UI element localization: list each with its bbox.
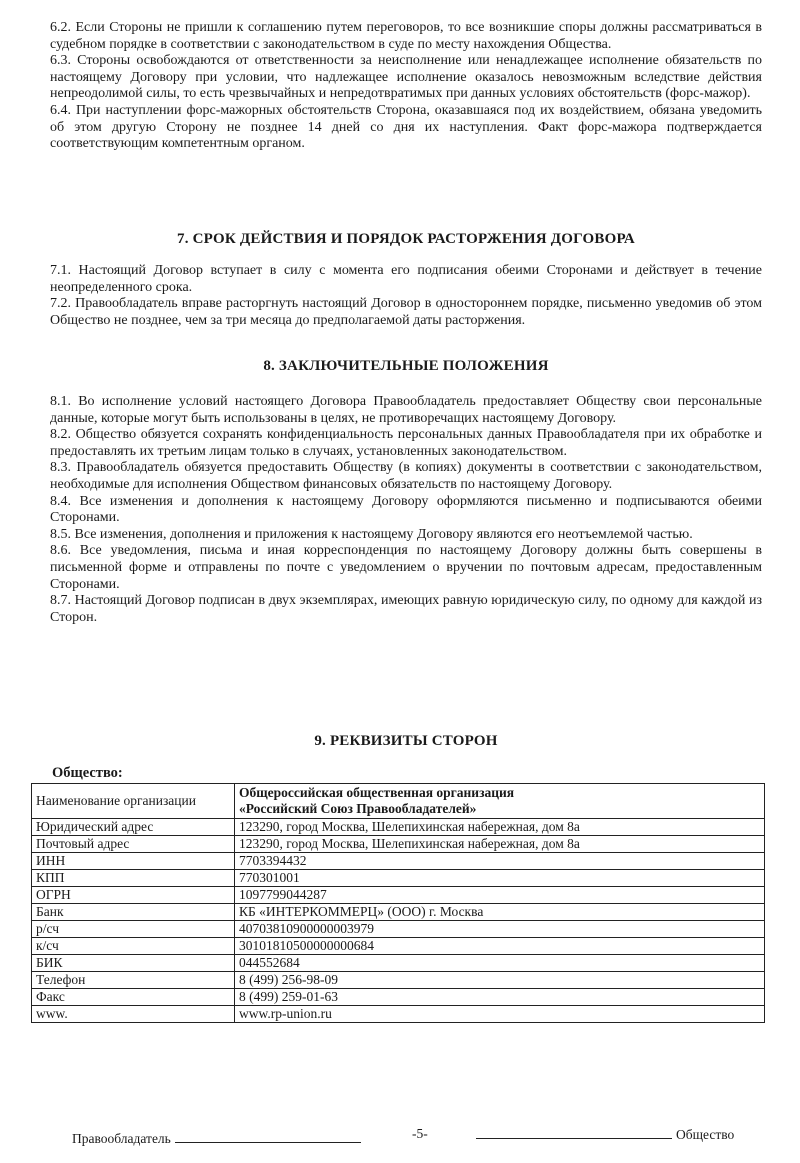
footer-left xyxy=(72,1130,361,1147)
requisite-value: 123290, город Москва, Шелепихинская набережная, дом 8а xyxy=(235,836,765,853)
requisite-label: БИК xyxy=(32,955,235,972)
requisite-label: КПП xyxy=(32,870,235,887)
requisite-label: www. xyxy=(32,1006,235,1023)
right-holder-signature-label: Правообладатель xyxy=(72,1131,171,1146)
requisite-label: Почтовый адрес xyxy=(32,836,235,853)
table-row xyxy=(32,921,765,938)
requisite-label: Телефон xyxy=(32,972,235,989)
requisite-value: 8 (499) 256-98-09 xyxy=(235,972,765,989)
clause-6-3: 6.3. Стороны освобождаются от ответственности за неисполнение или ненадлежащее исполнение обязательств по настоящему Договору при условии, что надлежащее исполнение оказалось невозможным вследствие действия непреодолимой силы, то есть чрезвычайных и непредотвратимых при данных условиях обстоятельств (форс-мажор). xyxy=(50,53,762,102)
org-name-label: Наименование организации xyxy=(32,784,235,819)
org-name-line-1: Общероссийская общественная организация xyxy=(239,785,515,800)
table-row xyxy=(32,836,765,853)
requisite-value: 123290, город Москва, Шелепихинская набережная, дом 8а xyxy=(235,819,765,836)
requisite-label: Факс xyxy=(32,989,235,1006)
requisite-label: Банк xyxy=(32,904,235,921)
clause-8-4: 8.4. Все изменения и дополнения к настоящему Договору оформляются письменно и подписываются обеими Сторонами. xyxy=(50,493,762,526)
table-row xyxy=(32,887,765,904)
clause-8-1: 8.1. Во исполнение условий настоящего Договора Правообладатель предоставляет Обществу свои персональные данные, которые могут быть использованы в целях, не противоречащих настоящему Договору. xyxy=(50,394,762,426)
section-7-clauses xyxy=(50,263,762,329)
requisite-value: 30101810500000000684 xyxy=(235,938,765,955)
requisite-value: 044552684 xyxy=(235,955,765,972)
table-row xyxy=(32,784,765,819)
requisite-value: 40703810900000003979 xyxy=(235,921,765,938)
clause-7-2: 7.2. Правообладатель вправе расторгнуть настоящий Договор в одностороннем порядке, письменно уведомив об этом Общество не позднее, чем за три месяца до предполагаемой даты расторжения. xyxy=(50,296,762,328)
table-row xyxy=(32,955,765,972)
clause-8-6: 8.6. Все уведомления, письма и иная корреспонденция по настоящему Договору должны быть совершены в письменной форме и отправлены по почте с уведомлением о вручении по почтовым адресам, предоставленным Сторонами. xyxy=(50,543,762,592)
clause-7-1: 7.1. Настоящий Договор вступает в силу с момента его подписания обеими Сторонами и действует в течение неопределенного срока. xyxy=(50,263,762,295)
requisite-value: 770301001 xyxy=(235,870,765,887)
requisite-value: 1097799044287 xyxy=(235,887,765,904)
table-row xyxy=(32,904,765,921)
table-row xyxy=(32,1006,765,1023)
page-footer xyxy=(0,1126,800,1154)
signature-line-right xyxy=(476,1126,672,1139)
clause-6-2: 6.2. Если Стороны не пришли к соглашению путем переговоров, то все возникшие споры должны рассматриваться в судебном порядке в соответствии с законодательством в суде по месту нахождения Общества. xyxy=(50,20,762,52)
table-row xyxy=(32,819,765,836)
table-row xyxy=(32,989,765,1006)
section-7-heading: 7. СРОК ДЕЙСТВИЯ И ПОРЯДОК РАСТОРЖЕНИЯ ДОГОВОРА xyxy=(177,231,635,247)
section-9-heading: 9. РЕКВИЗИТЫ СТОРОН xyxy=(314,733,498,749)
company-signature-label: Общество xyxy=(676,1127,735,1142)
section-8-heading: 8. ЗАКЛЮЧИТЕЛЬНЫЕ ПОЛОЖЕНИЯ xyxy=(263,358,549,374)
clause-6-4: 6.4. При наступлении форс-мажорных обстоятельств Сторона, оказавшаяся под их воздействием, обязана уведомить об этом другую Сторону не позднее 14 дней со дня их наступления. Факт форс-мажора подтверждается соответствующим компетентным органом. xyxy=(50,102,762,152)
org-name-value xyxy=(235,784,765,819)
requisite-value: 8 (499) 259-01-63 xyxy=(235,989,765,1006)
section-6-clauses xyxy=(50,20,762,153)
requisite-label: Юридический адрес xyxy=(32,819,235,836)
signature-line-left xyxy=(175,1130,361,1143)
page-number: -5- xyxy=(412,1126,428,1141)
requisite-label: р/сч xyxy=(32,921,235,938)
requisite-label: ИНН xyxy=(32,853,235,870)
table-row xyxy=(32,938,765,955)
requisites-table xyxy=(31,783,765,1023)
clause-8-7: 8.7. Настоящий Договор подписан в двух экземплярах, имеющих равную юридическую силу, по одному для каждой из Сторон. xyxy=(50,593,762,625)
requisite-value: www.rp-union.ru xyxy=(235,1006,765,1023)
table-row xyxy=(32,870,765,887)
clause-8-3: 8.3. Правообладатель обязуется предоставить Обществу (в копиях) документы в соответствии с законодательством, необходимые для исполнения Обществом финансовых обязательств по настоящему Договору. xyxy=(50,460,762,492)
table-row xyxy=(32,972,765,989)
clause-8-5: 8.5. Все изменения, дополнения и приложения к настоящему Договору являются его неотъемлемой частью. xyxy=(50,526,693,542)
footer-right xyxy=(476,1126,734,1143)
section-8-clauses xyxy=(50,394,762,626)
requisite-value: 7703394432 xyxy=(235,853,765,870)
party-label: Общество: xyxy=(52,765,123,781)
requisite-value: КБ «ИНТЕРКОММЕРЦ» (ООО) г. Москва xyxy=(235,904,765,921)
requisite-label: к/сч xyxy=(32,938,235,955)
requisite-label: ОГРН xyxy=(32,887,235,904)
clause-8-2: 8.2. Общество обязуется сохранять конфиденциальность персональных данных Правообладателя при их обработке и предоставлять их третьим лицам только в случаях, установленных законодательством. xyxy=(50,427,762,459)
org-name-line-2: «Российский Союз Правообладателей» xyxy=(239,801,477,816)
table-row xyxy=(32,853,765,870)
